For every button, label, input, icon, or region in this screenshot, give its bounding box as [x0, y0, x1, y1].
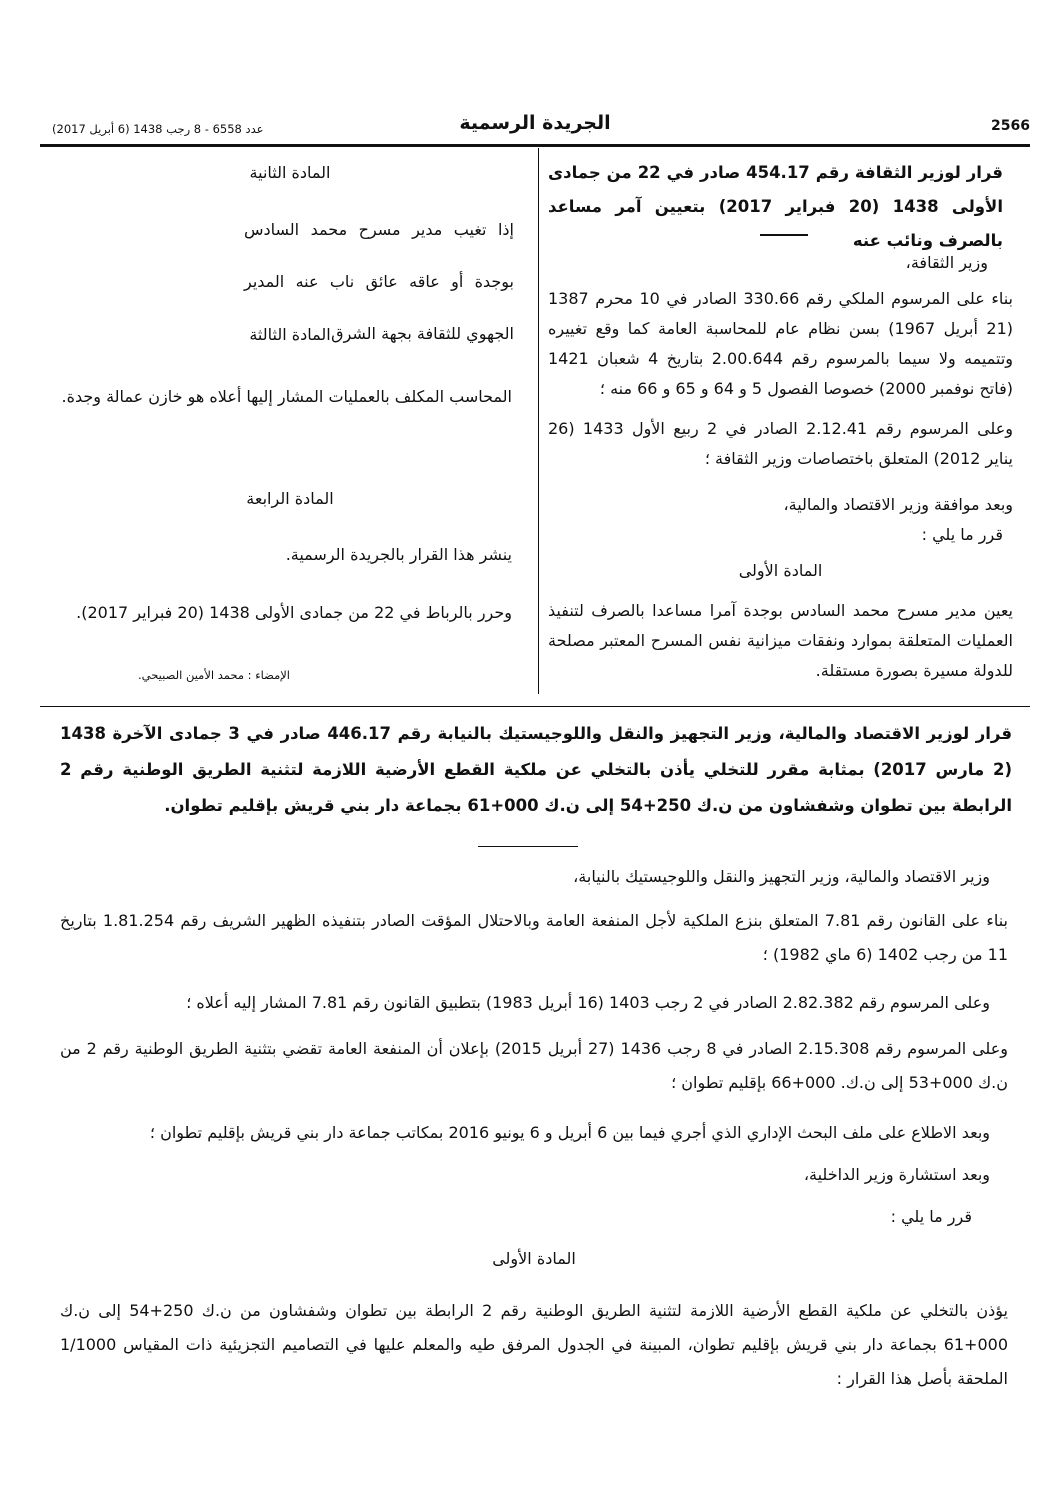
- decision1-article2-text: إذا تغيب مدير مسرح محمد السادس بوجدة أو عاقه عائق ناب عنه المدير الجهوي للثقافة بجهة الشرق: [244, 220, 514, 343]
- decision2-preamble-5: وبعد استشارة وزير الداخلية،: [803, 1165, 990, 1184]
- page-number: 2566: [991, 118, 1030, 134]
- decision1-article4-heading: المادة الرابعة: [246, 489, 334, 508]
- decision1-article2-heading: المادة الثانية: [249, 163, 331, 182]
- title-separator-2: [478, 846, 578, 847]
- decision1-article1-text: يعين مدير مسرح محمد السادس بوجدة آمرا مساعدا بالصرف لتنفيذ العمليات المتعلقة بموارد ونفقات ميزانية نفس المسرح المعتبر مصلحة للدولة مسيرة بصورة مستقلة.: [548, 601, 1013, 680]
- decision2-article1-heading: المادة الأولى: [492, 1249, 576, 1268]
- header-rule: [40, 144, 1030, 147]
- column-divider: [538, 148, 539, 694]
- decision1-title: قرار لوزير الثقافة رقم 454.17 صادر في 22 من جمادى الأولى 1438 (20 فبراير 2017) بتعيين آمر مساعد بالصرف ونائب عنه: [548, 163, 1003, 250]
- section-rule: [40, 706, 1030, 707]
- decision2-issuer: وزير الاقتصاد والمالية، وزير التجهيز والنقل واللوجيستيك بالنيابة،: [573, 867, 990, 886]
- decision1-signature: الإمضاء : محمد الأمين الصبيحي.: [138, 668, 290, 682]
- journal-title: الجريدة الرسمية: [459, 112, 611, 134]
- decision1-issuer: وزير الثقافة،: [905, 253, 988, 272]
- page-header: [40, 112, 1030, 142]
- decision1-article4-text: ينشر هذا القرار بالجريدة الرسمية.: [285, 545, 512, 564]
- decision2-preamble-1: بناء على القانون رقم 7.81 المتعلق بنزع الملكية لأجل المنفعة العامة وبالاحتلال المؤقت الصادر بتنفيذه الظهير الشريف رقم 1.81.254 بتاريخ 11 من رجب 1402 (6 ماي 1982) ؛: [60, 911, 1009, 964]
- decision1-preamble-3: وبعد موافقة وزير الاقتصاد والمالية،: [783, 495, 1013, 514]
- decision1-article3-heading: المادة الثالثة: [249, 325, 331, 344]
- issue-info: عدد 6558 - 8 رجب 1438 (6 أبريل 2017): [52, 122, 264, 136]
- decision2-preamble-3: وعلى المرسوم رقم 2.15.308 الصادر في 8 رجب 1436 (27 أبريل 2015) بإعلان أن المنفعة العامة تقضي بتثنية الطريق الوطنية رقم 2 من ن.ك 000+53 إلى ن.ك. 000+66 بإقليم تطوان ؛: [60, 1039, 1008, 1092]
- decision2-article1-text: يؤذن بالتخلي عن ملكية القطع الأرضية اللازمة لتثنية الطريق الوطنية رقم 2 الرابطة بين تطوان وشفشاون من ن.ك 250+54 إلى ن.ك 000+61 بجماعة دار بني قريش بإقليم تطوان، المبينة في الجدول المرفق طيه والمعلم عليها في التصاميم التجزيئية ذات المقياس 1/1000 الملحقة بأصل هذا القرار :: [60, 1301, 1008, 1388]
- decision1-preamble-2: وعلى المرسوم رقم 2.12.41 الصادر في 2 ربيع الأول 1433 (26 يناير 2012) المتعلق باختصاصات وزير الثقافة ؛: [548, 419, 1014, 468]
- decision1-article1-heading: المادة الأولى: [738, 561, 823, 580]
- decision2-decides: قرر ما يلي :: [890, 1207, 972, 1226]
- decision1-article3-text: المحاسب المكلف بالعمليات المشار إليها أعلاه هو خازن عمالة وجدة.: [61, 387, 512, 406]
- decision2-title: قرار لوزير الاقتصاد والمالية، وزير التجهيز والنقل واللوجيستيك بالنيابة رقم 446.17 صادر في 3 جمادى الآخرة 1438 (2 مارس 2017) بمثابة مقرر للتخلي يأذن بالتخلي عن ملكية القطع الأرضية اللازمة لتثنية الطريق الوطنية رقم 2 الرابطة بين تطوان وشفشاون من ن.ك 250+54 إلى ن.ك 000+61 بجماعة دار بني قريش بإقليم تطوان.: [60, 724, 1012, 815]
- title-separator: [760, 234, 808, 236]
- decision1-preamble-1: بناء على المرسوم الملكي رقم 330.66 الصادر في 10 محرم 1387 (21 أبريل 1967) بسن نظام عام للمحاسبة العامة كما وقع تغييره وتتميمه ولا سيما بالمرسوم رقم 2.00.644 بتاريخ 4 شعبان 1421 (فاتح نوفمبر 2000) خصوصا الفصول 5 و 64 و 65 و 66 منه ؛: [548, 289, 1013, 398]
- decision2-preamble-4: وبعد الاطلاع على ملف البحث الإداري الذي أجري فيما بين 6 أبريل و 6 يونيو 2016 بمكاتب جماعة دار بني قريش بإقليم تطوان ؛: [149, 1123, 990, 1142]
- decision1-decides: قرر ما يلي :: [921, 525, 1003, 544]
- decision2-preamble-2: وعلى المرسوم رقم 2.82.382 الصادر في 2 رجب 1403 (16 أبريل 1983) بتطبيق القانون رقم 7.81 المشار إليه أعلاه ؛: [186, 993, 990, 1012]
- decision1-done-at: وحرر بالرباط في 22 من جمادى الأولى 1438 (20 فبراير 2017).: [76, 603, 512, 622]
